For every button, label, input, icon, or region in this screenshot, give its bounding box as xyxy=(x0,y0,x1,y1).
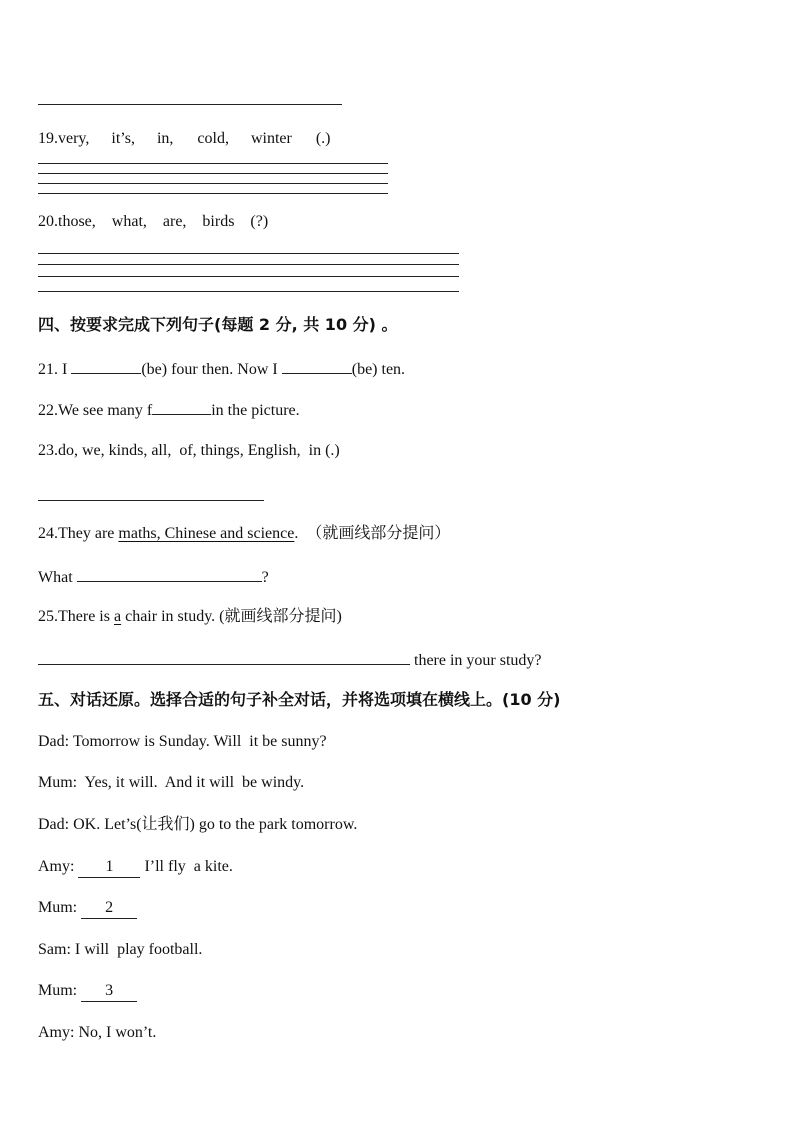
question-text: in the picture. xyxy=(211,402,300,419)
punctuation-hint: (.) xyxy=(315,130,331,147)
word: what, xyxy=(111,213,147,230)
dialogue-line: Dad: Tomorrow is Sunday. Will it be sunny? xyxy=(38,733,327,750)
answer-line xyxy=(38,163,388,164)
fill-blank[interactable] xyxy=(71,358,141,374)
dialogue-line xyxy=(38,898,137,919)
speaker: Amy: xyxy=(38,858,79,875)
dialogue-line xyxy=(38,857,233,878)
fill-blank[interactable] xyxy=(38,649,410,665)
question-number: 25. xyxy=(38,608,58,625)
question-number: 21 xyxy=(38,361,54,378)
dialogue-line: Mum: Yes, it will. And it will be windy. xyxy=(38,774,305,791)
answer-line xyxy=(38,264,459,265)
answer-24 xyxy=(38,566,269,588)
question-instruction: . （就画线部分提问） xyxy=(294,525,451,542)
answer-line xyxy=(38,500,264,501)
speaker: Mum: xyxy=(38,982,82,999)
question-23 xyxy=(38,441,340,461)
question-number: 24. xyxy=(38,525,58,542)
answer-line xyxy=(38,276,459,277)
section-5-title: 五、对话还原。选择合适的句子补全对话，并将选项填在横线上。(10 分) xyxy=(38,690,561,709)
question-text: . I xyxy=(54,361,72,378)
question-number: 19. xyxy=(38,130,58,147)
answer-line xyxy=(38,193,388,194)
question-22 xyxy=(38,399,300,421)
question-text: do, we, kinds, all, of, things, English, in (.) xyxy=(58,442,340,459)
dialogue-blank[interactable]: 2 xyxy=(81,898,137,919)
dialogue-line: Sam: I will play football. xyxy=(38,941,203,958)
section-4-title: 四、按要求完成下列句子(每题 2 分, 共 10 分) 。 xyxy=(38,315,398,334)
dialogue-blank[interactable]: 1 xyxy=(78,857,140,878)
answer-line-q18 xyxy=(38,104,342,105)
word: are, xyxy=(162,213,187,230)
question-25 xyxy=(38,607,342,627)
question-19 xyxy=(38,129,330,149)
word: winter xyxy=(250,130,292,147)
word: in, xyxy=(156,130,174,147)
word: it’s, xyxy=(111,130,135,147)
word: cold, xyxy=(197,130,229,147)
question-24 xyxy=(38,524,450,544)
word: very, xyxy=(58,130,90,147)
answer-suffix: there in your study? xyxy=(410,652,542,669)
question-number: 23. xyxy=(38,442,58,459)
answer-line xyxy=(38,183,388,184)
question-21 xyxy=(38,358,405,380)
underlined-word: a xyxy=(113,608,122,625)
question-text: We see many f xyxy=(58,402,153,419)
question-instruction: chair in study. (就画线部分提问) xyxy=(121,608,342,625)
punctuation-hint: (?) xyxy=(250,213,269,230)
word: birds xyxy=(202,213,235,230)
question-text: (be) four then. Now I xyxy=(141,361,282,378)
dialogue-blank[interactable]: 3 xyxy=(81,981,137,1002)
answer-line xyxy=(38,253,459,254)
question-number: 22. xyxy=(38,402,58,419)
underlined-phrase: maths, Chinese and science xyxy=(118,525,295,542)
answer-25 xyxy=(38,649,542,671)
question-text: (be) ten. xyxy=(351,361,406,378)
fill-blank[interactable] xyxy=(77,566,262,582)
answer-prefix: What xyxy=(38,569,77,586)
question-text: They are xyxy=(58,525,119,542)
answer-line xyxy=(38,173,388,174)
dialogue-line xyxy=(38,981,137,1002)
speaker: Mum: xyxy=(38,899,82,916)
question-number: 20. xyxy=(38,213,58,230)
question-20 xyxy=(38,212,268,232)
question-text: There is xyxy=(58,608,114,625)
fill-blank[interactable] xyxy=(282,358,352,374)
answer-line xyxy=(38,291,459,292)
dialogue-line: Amy: No, I won’t. xyxy=(38,1024,157,1041)
word: those, xyxy=(58,213,96,230)
answer-suffix: ? xyxy=(261,569,269,586)
dialogue-line: Dad: OK. Let’s(让我们) go to the park tomorrow. xyxy=(38,816,358,833)
fill-blank[interactable] xyxy=(152,399,211,415)
dialogue-text: I’ll fly a kite. xyxy=(140,858,233,875)
